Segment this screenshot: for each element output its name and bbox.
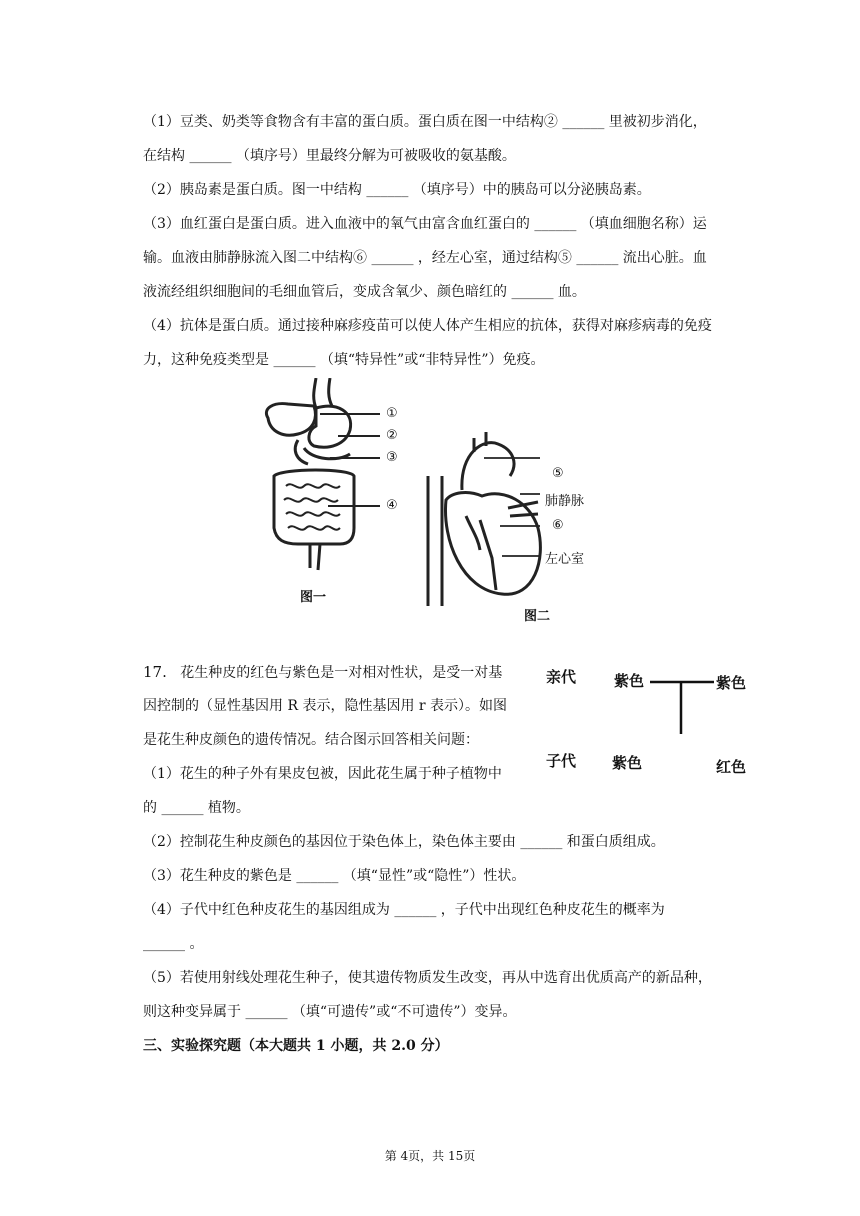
genetics-cross-lines <box>648 676 718 738</box>
fig1-caption: 图一 <box>300 590 327 605</box>
genetics-parent-right: 紫色 <box>716 674 747 692</box>
q17-number: 17. <box>143 663 167 681</box>
q16-part3-line1: （3）血红蛋白是蛋白质。进入血液中的氧气由富含血红蛋白的 ______ （填血细胞名称）运 <box>143 216 707 232</box>
fig2-label-5: ⑤ <box>552 466 564 481</box>
q16-part1-line2: 在结构 ______ （填序号）里最终分解为可被吸收的氨基酸。 <box>143 148 516 164</box>
genetics-child-left: 紫色 <box>612 754 643 772</box>
fig1-label-1: ① <box>386 406 398 421</box>
fig1-label-3: ③ <box>386 450 398 465</box>
section3-heading: 三、实验探究题（本大题共 1 小题，共 2.0 分） <box>143 1038 449 1054</box>
genetics-child-right: 红色 <box>716 758 747 776</box>
genetics-parent-label: 亲代 <box>546 668 577 686</box>
q16-part1-line1: （1）豆类、奶类等食物含有丰富的蛋白质。蛋白质在图一中结构② ______ 里被初步消化， <box>143 114 707 130</box>
q16-part4-line2: 力，这种免疫类型是 ______ （填“特异性”或“非特异性”）免疫。 <box>143 352 545 368</box>
q17-part5-line2: 则这种变异属于 ______ （填“可遗传”或“不可遗传”）变异。 <box>143 1004 517 1020</box>
q17-intro-line2: 因控制的（显性基因用 R 表示，隐性基因用 r 表示）。如图 <box>143 698 508 714</box>
q16-part3-line3: 液流经组织细胞间的毛细血管后，变成含氧少、颜色暗红的 ______ 血。 <box>143 284 586 300</box>
q16-part4-line1: （4）抗体是蛋白质。通过接种麻疹疫苗可以使人体产生相应的抗体，获得对麻疹病毒的免疫 <box>143 318 712 334</box>
q17-part5-line1: （5）若使用射线处理花生种子，使其遗传物质发生改变，再从中选育出优质高产的新品种， <box>143 970 712 986</box>
fig1-label-2: ② <box>386 428 398 443</box>
q17-part1-line2: 的 ______ 植物。 <box>143 800 250 816</box>
q17-part4-line1: （4）子代中红色种皮花生的基因组成为 ______ ，子代中出现红色种皮花生的概率为 <box>143 902 665 918</box>
q17-intro-line1 <box>143 662 502 683</box>
q17-part2: （2）控制花生种皮颜色的基因位于染色体上，染色体主要由 ______ 和蛋白质组成。 <box>143 834 665 850</box>
fig2-caption: 图二 <box>524 609 551 624</box>
fig1-label-4: ④ <box>386 498 398 513</box>
fig2-label-pulmonary-vein: 肺静脉 <box>545 494 585 509</box>
genetics-child-label: 子代 <box>546 752 577 770</box>
q17-part4-line2: ______ 。 <box>143 936 204 952</box>
genetics-parent-left: 紫色 <box>614 672 645 690</box>
fig2-label-left-ventricle: 左心室 <box>545 552 585 567</box>
q17-part3: （3）花生种皮的紫色是 ______ （填“显性”或“隐性”）性状。 <box>143 868 526 884</box>
fig2-label-6: ⑥ <box>552 518 564 533</box>
heart-figure <box>422 430 552 608</box>
page-footer: 第 4页，共 15页 <box>384 1149 476 1163</box>
q17-part1-line1: （1）花生的种子外有果皮包被，因此花生属于种子植物中 <box>143 766 502 782</box>
q17-intro-line3: 是花生种皮颜色的遗传情况。结合图示回答相关问题： <box>143 732 479 748</box>
q16-part3-line2: 输。血液由肺静脉流入图二中结构⑥ ______ ，经左心室，通过结构⑤ ______ 流出心脏。血 <box>143 250 707 266</box>
q17-intro-text1: 花生种皮的红色与紫色是一对相对性状，是受一对基 <box>180 665 503 681</box>
q16-part2: （2）胰岛素是蛋白质。图一中结构 ______ （填序号）中的胰岛可以分泌胰岛素。 <box>143 182 651 198</box>
